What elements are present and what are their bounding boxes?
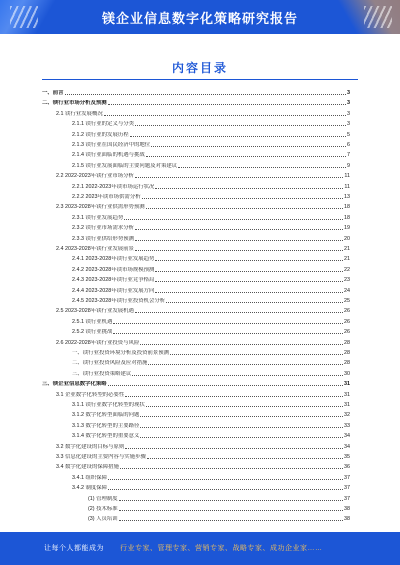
toc-entry-page: 28	[344, 339, 350, 346]
toc-leader-dots	[113, 323, 343, 324]
toc-leader-dots	[148, 364, 343, 365]
toc-entry-label: 3.2 数字化建设的目标与原则	[56, 443, 125, 450]
toc-leader-dots	[120, 468, 343, 469]
toc-entry[interactable]	[72, 221, 350, 231]
toc-entry[interactable]	[72, 232, 350, 242]
toc-entry[interactable]	[56, 450, 350, 460]
toc-entry-page: 26	[344, 329, 350, 336]
footer-tags: 行业专家、管理专家、营销专家、战略专家、成功企业家……	[120, 545, 323, 552]
toc-leader-dots	[151, 146, 346, 147]
report-title: 镁企业信息数字化策略研究报告	[101, 11, 298, 26]
toc-entry-page: 38	[344, 516, 350, 523]
toc-entry[interactable]	[72, 138, 350, 148]
toc-entry-page: 20	[344, 235, 350, 242]
toc-leader-dots	[155, 188, 343, 189]
toc-leader-dots	[119, 510, 343, 511]
toc-entry-page: 6	[347, 142, 350, 148]
toc-entry-page: 21	[344, 246, 350, 252]
toc-entry-label: 2.2.2 2023年镁市场供需分析	[72, 194, 141, 200]
toc-entry[interactable]	[72, 398, 350, 408]
toc-entry-label: 3.1.2 数字化转型面临的问题	[72, 412, 140, 419]
header-banner	[0, 0, 400, 34]
toc-leader-dots	[135, 250, 343, 251]
toc-entry[interactable]	[72, 263, 350, 273]
toc-entry-page: 18	[344, 204, 350, 211]
toc-entry-page: 35	[344, 454, 350, 460]
toc-entry-page: 24	[344, 287, 350, 294]
toc-leader-dots	[132, 375, 343, 376]
toc-entry[interactable]	[72, 284, 350, 294]
toc-entry-label: 3.1.4 数字化转型的重要意义	[72, 433, 140, 440]
toc-leader-dots	[124, 219, 343, 220]
toc-leader-dots	[140, 437, 343, 438]
toc-entry-page: 3	[347, 90, 350, 96]
toc-entry-label: 2.1 镁行业发展概况	[56, 110, 103, 117]
toc-leader-dots	[108, 489, 343, 490]
toc-entry[interactable]	[72, 346, 350, 356]
toc-entry-label: 3.3 信息化建设的主要内容与实施步骤	[56, 454, 146, 460]
toc-entry[interactable]	[72, 180, 350, 190]
toc-entry-label: 一、前言	[42, 90, 64, 96]
toc-entry-page: 3	[347, 121, 350, 128]
footer-banner	[0, 532, 400, 565]
toc-entry-label: 2.4.2 2023-2028年镁市场规模预测	[72, 266, 155, 273]
toc-entry-page: 13	[344, 194, 350, 200]
toc-leader-dots	[119, 500, 343, 501]
toc-entry-label: 2.1.1 镁行业的定义与分类	[72, 121, 135, 128]
toc-entry-page: 28	[344, 350, 350, 356]
toc-entry[interactable]	[42, 96, 350, 106]
toc-entry[interactable]	[72, 294, 350, 304]
toc-entry[interactable]	[42, 86, 350, 96]
toc-entry-label: 一、镁行业投资环境分析及投资前景预测	[72, 350, 170, 356]
toc-entry-page: 36	[344, 464, 350, 471]
toc-entry-page: 21	[344, 256, 350, 263]
toc-entry-label: 3.4.1 组织保障	[72, 474, 108, 481]
toc-entry[interactable]	[88, 502, 350, 512]
toc-leader-dots	[140, 416, 343, 417]
toc-entry-label: 2.3.2 镁行业市场需求分析	[72, 225, 135, 232]
toc-leader-dots	[125, 448, 343, 449]
toc-entry[interactable]	[88, 492, 350, 502]
toc-entry-label: 2.4.3 2023-2028年镁行业竞争格局	[72, 277, 155, 284]
toc-leader-dots	[135, 177, 343, 178]
toc-entry-page: 18	[344, 214, 350, 221]
toc-entry-page: 9	[347, 162, 350, 169]
toc-entry-label: (3) 人员培训	[88, 516, 118, 523]
toc-entry[interactable]	[72, 252, 350, 262]
toc-leader-dots	[135, 312, 343, 313]
toc-entry[interactable]	[72, 148, 350, 158]
toc-leader-dots	[155, 292, 343, 293]
toc-entry[interactable]	[88, 512, 350, 522]
toc-entry-page: 26	[344, 318, 350, 325]
toc-leader-dots	[170, 354, 343, 355]
toc-entry-page: 3	[347, 110, 350, 117]
toc-entry[interactable]	[72, 325, 350, 335]
toc-entry-label: 2.1.4 镁行业面临的机遇与挑战	[72, 152, 145, 159]
toc-entry-label: 2.5 2023-2028年镁行业发展机遇	[56, 308, 134, 315]
toc-entry[interactable]	[72, 408, 350, 418]
toc-entry-page: 26	[344, 308, 350, 315]
toc-leader-dots	[135, 229, 343, 230]
toc-entry[interactable]	[72, 367, 350, 377]
toc-entry-page: 37	[344, 485, 350, 492]
toc-leader-dots	[155, 281, 343, 282]
toc-leader-dots	[146, 406, 343, 407]
toc-entry-label: 2.4.1 2023-2028年镁行业发展趋势	[72, 256, 155, 263]
toc-leader-dots	[65, 94, 346, 95]
toc-entry[interactable]	[56, 388, 350, 398]
toc-entry[interactable]	[56, 460, 350, 470]
toc-entry[interactable]	[56, 304, 350, 314]
toc-leader-dots	[155, 260, 343, 261]
toc-leader-dots	[125, 396, 343, 397]
toc-entry-label: 二、镁行业投资风险及应对措施	[72, 360, 148, 367]
toc-entry-page: 30	[344, 370, 350, 377]
toc-leader-dots	[113, 333, 343, 334]
toc-entry-page: 34	[344, 443, 350, 450]
toc-entry-page: 32	[344, 412, 350, 419]
toc-heading: 内容目录	[171, 61, 228, 75]
toc-entry-page: 33	[344, 422, 350, 429]
toc-entry-label: 3.4.2 制度保障	[72, 485, 108, 492]
toc-entry-page: 28	[344, 360, 350, 367]
toc-entry-page: 7	[347, 152, 350, 159]
toc-entry[interactable]	[56, 336, 350, 346]
toc-entry-label: (2) 技术标准	[88, 506, 118, 512]
toc-leader-dots	[108, 104, 346, 105]
toc-entry-label: 2.6 2022-2028年镁行业投资与风险	[56, 339, 140, 346]
toc-leader-dots	[178, 167, 346, 168]
toc-leader-dots	[147, 458, 343, 459]
toc-entry-page: 25	[344, 298, 350, 304]
toc-entry-label: 2.4.4 2023-2028年镁行业发展方向	[72, 287, 155, 294]
toc-entry-label: 3.1.3 数字化转型的主要路径	[72, 422, 140, 429]
toc-leader-dots	[166, 302, 343, 303]
toc-leader-dots	[140, 427, 343, 428]
toc-entry-label: 2.4.5 2023-2028年镁行业投资机会分析	[72, 298, 166, 304]
toc-leader-dots	[140, 344, 343, 345]
toc-leader-dots	[155, 271, 343, 272]
toc-entry-label: 3.1.1 镁行业数字化转型的现状	[72, 402, 145, 408]
toc-entry-label: 三、镁企业信息数字化策略	[42, 381, 107, 388]
toc-entry-label: 2.4 2023-2028年镁行业发展前景	[56, 246, 134, 252]
toc-entry-label: 3.4 数字化建设的保障措施	[56, 464, 119, 471]
toc-entry[interactable]	[72, 159, 350, 169]
toc-entry[interactable]	[72, 128, 350, 138]
toc-leader-dots	[108, 385, 343, 386]
toc-entry[interactable]	[72, 356, 350, 366]
toc-entry[interactable]	[56, 169, 350, 179]
toc-entry-label: 2.2.1 2022-2023年镁市场运行状况	[72, 183, 155, 190]
toc-entry-label: 2.1.3 镁行业在国民经济中的地位	[72, 142, 151, 148]
toc-entry-page: 31	[344, 381, 350, 388]
toc-entry-label: 2.5.1 镁行业机遇	[72, 318, 113, 325]
toc-leader-dots	[119, 520, 343, 521]
toc-entry-page: 38	[344, 506, 350, 512]
toc-entry-label: 2.3.3 镁行业供给形势预测	[72, 235, 135, 242]
toc-leader-dots	[130, 136, 346, 137]
toc-entry[interactable]	[72, 315, 350, 325]
toc-entry-label: 3.1 企业数字化转型的必要性	[56, 391, 125, 398]
toc-leader-dots	[135, 240, 343, 241]
toc-entry-page: 22	[344, 266, 350, 273]
toc-entry-page: 31	[344, 402, 350, 408]
toc-entry-page: 3	[347, 100, 350, 107]
toc-entry-page: 5	[347, 131, 350, 138]
toc-entry[interactable]	[56, 200, 350, 210]
toc-entry-label: 2.1.2 镁行业的发展历程	[72, 131, 129, 138]
toc-entry-label: 三、镁行业投资策略建议	[72, 370, 132, 377]
toc-entry[interactable]	[72, 211, 350, 221]
toc-leader-dots	[146, 208, 343, 209]
toc-entry-label: 2.2 2022-2023年镁行业市场分析	[56, 173, 134, 180]
toc-leader-dots	[104, 115, 346, 116]
toc-entry[interactable]	[72, 429, 350, 439]
toc-entry-label: 2.1.5 镁行业发展面临的主要问题及对策建议	[72, 162, 178, 169]
toc-leader-dots	[135, 125, 346, 126]
toc-entry[interactable]	[72, 481, 350, 491]
toc-entry[interactable]	[72, 419, 350, 429]
toc-entry-label: 2.5.2 镁行业挑战	[72, 329, 113, 336]
toc-leader-dots	[146, 156, 346, 157]
toc-entry[interactable]	[56, 242, 350, 252]
footer-slogan: 让每个人都能成为	[44, 545, 104, 552]
toc-leader-dots	[108, 479, 343, 480]
toc-entry-page: 19	[344, 225, 350, 232]
toc-entry-page: 11	[344, 183, 350, 190]
toc-entry[interactable]	[56, 107, 350, 117]
toc-entry-page: 37	[344, 495, 350, 502]
toc-entry-page: 23	[344, 277, 350, 284]
toc-entry-page: 34	[344, 433, 350, 440]
toc-entry-page: 31	[344, 391, 350, 398]
toc-entry-label: (1) 管理制度	[88, 495, 118, 502]
toc-entry[interactable]	[72, 190, 350, 200]
toc-entry[interactable]	[72, 117, 350, 127]
toc-entry[interactable]	[42, 377, 350, 387]
toc-entry-label: 二、镁行业市场分析及预测	[42, 100, 107, 107]
toc-leader-dots	[142, 198, 343, 199]
toc-entry[interactable]	[72, 273, 350, 283]
toc-entry-page: 11	[344, 173, 350, 180]
toc-entry-page: 37	[344, 474, 350, 481]
toc-entry-label: 2.3.1 镁行业发展趋势	[72, 214, 124, 221]
toc-entry[interactable]	[56, 440, 350, 450]
toc-divider	[42, 79, 358, 80]
toc-entry[interactable]	[72, 471, 350, 481]
toc-entry-label: 2.3 2023-2028年镁行业供需形势预测	[56, 204, 145, 211]
